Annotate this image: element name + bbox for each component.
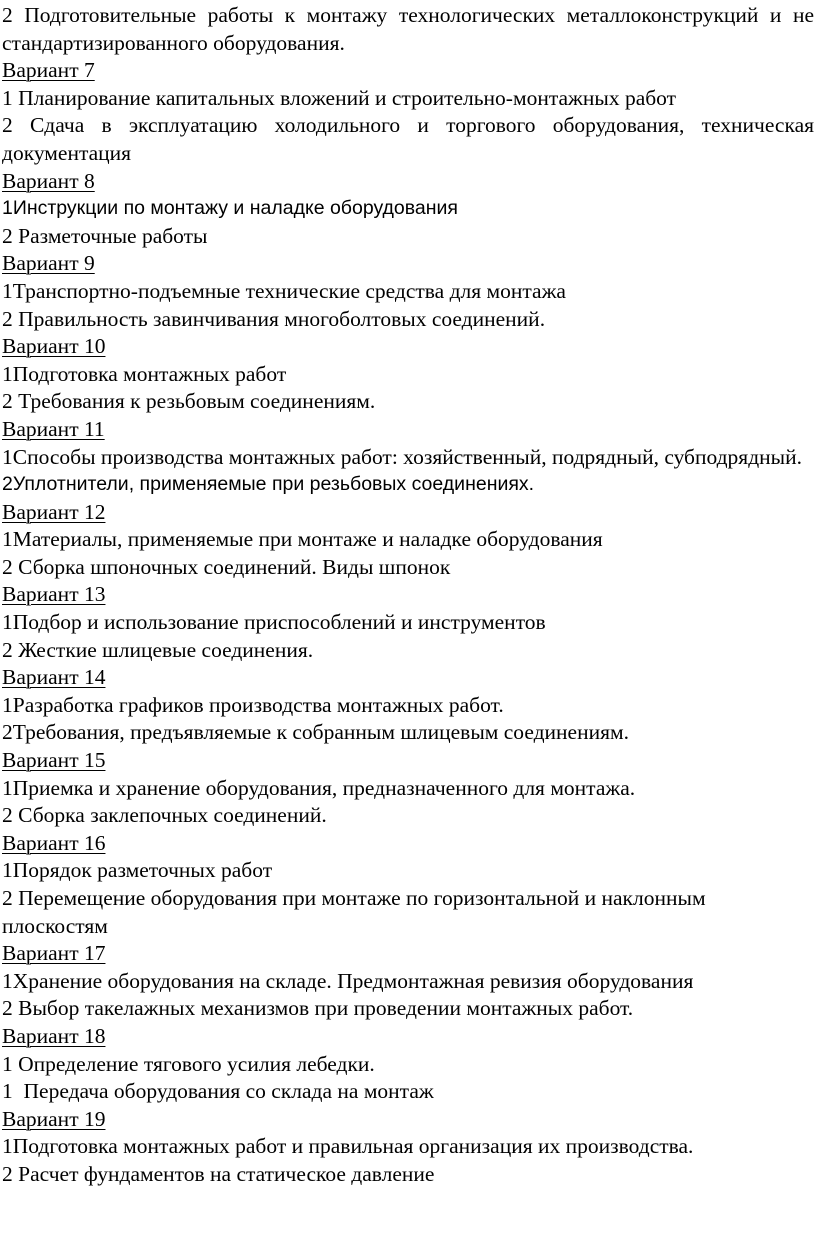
variant-7-item-1: 1 Планирование капитальных вложений и строительно-монтажных работ	[2, 85, 677, 110]
variant-17-section	[2, 940, 814, 1023]
variant-11-item-1: 1Способы производства монтажных работ: хозяйственный, подрядный, субподрядный.	[2, 444, 802, 469]
variant-13-item-2: 2 Жесткие шлицевые соединения.	[2, 637, 314, 662]
variant-17-item-1: 1Хранение оборудования на складе. Предмонтажная ревизия оборудования	[2, 968, 694, 993]
variant-17-item-2: 2 Выбор такелажных механизмов при проведении монтажных работ.	[2, 996, 634, 1021]
variant-13-heading: Вариант 13	[2, 582, 106, 607]
variant-10-section	[2, 333, 814, 416]
variant-14-item-2: 2Требования, предъявляемые к собранным шлицевым соединениям.	[2, 720, 629, 745]
variant-8-heading: Вариант 8	[2, 168, 95, 193]
variant-12-section	[2, 499, 814, 582]
variant-8-section	[2, 168, 814, 251]
variant-7-item-2: 2 Сдача в эксплуатацию холодильного и торгового оборудования, техническая документация	[2, 113, 814, 165]
variant-18-item-1: 1 Определение тягового усилия лебедки.	[2, 1051, 375, 1076]
variant-18-section	[2, 1023, 814, 1106]
intro-paragraph: 2 Подготовительные работы к монтажу технологических металлоконструкций и не стандартизированного оборудования.	[2, 3, 814, 55]
variant-15-heading: Вариант 15	[2, 748, 106, 773]
variant-11-item-2: 2Уплотнители, применяемые при резьбовых соединениях.	[2, 473, 535, 496]
variant-9-heading: Вариант 9	[2, 251, 95, 276]
variant-9-item-2: 2 Правильность завинчивания многоболтовых соединений.	[2, 306, 546, 331]
variant-17-heading: Вариант 17	[2, 941, 106, 966]
variant-8-item-2: 2 Разметочные работы	[2, 223, 208, 248]
variant-16-item-1: 1Порядок разметочных работ	[2, 858, 273, 883]
variant-7-section	[2, 57, 814, 167]
variant-14-item-1: 1Разработка графиков производства монтажных работ.	[2, 692, 504, 717]
variant-19-item-2: 2 Расчет фундаментов на статическое давление	[2, 1161, 435, 1186]
variant-14-heading: Вариант 14	[2, 665, 106, 690]
variant-18-heading: Вариант 18	[2, 1023, 106, 1048]
variant-16-item-2: 2 Перемещение оборудования при монтаже по горизонтальной и наклонным плоскостям	[2, 886, 706, 938]
variant-18-item-2: 1 Передача оборудования со склада на монтаж	[2, 1079, 434, 1104]
variant-10-item-2: 2 Требования к резьбовым соединениям.	[2, 389, 376, 414]
variant-19-section	[2, 1106, 814, 1189]
variant-10-item-1: 1Подготовка монтажных работ	[2, 361, 287, 386]
variant-9-item-1: 1Транспортно-подъемные технические средства для монтажа	[2, 278, 566, 303]
variant-15-item-2: 2 Сборка заклепочных соединений.	[2, 803, 327, 828]
variant-11-section	[2, 416, 814, 499]
variant-9-section	[2, 250, 814, 333]
variant-13-section	[2, 581, 814, 664]
variant-12-heading: Вариант 12	[2, 499, 106, 524]
variant-12-item-1: 1Материалы, применяемые при монтаже и наладке оборудования	[2, 527, 603, 552]
variant-16-heading: Вариант 16	[2, 830, 106, 855]
variant-14-section	[2, 664, 814, 747]
variant-12-item-2: 2 Сборка шпоночных соединений. Виды шпонок	[2, 554, 451, 579]
variant-11-heading: Вариант 11	[2, 416, 105, 441]
variant-16-section	[2, 830, 814, 940]
document-page	[2, 2, 814, 1189]
variant-15-section	[2, 747, 814, 830]
variant-8-item-1: 1Инструкции по монтажу и наладке оборудования	[2, 197, 458, 220]
variant-19-heading: Вариант 19	[2, 1106, 106, 1131]
variant-7-heading: Вариант 7	[2, 58, 95, 83]
variant-13-item-1: 1Подбор и использование приспособлений и инструментов	[2, 610, 546, 635]
variant-10-heading: Вариант 10	[2, 334, 106, 359]
variant-15-item-1: 1Приемка и хранение оборудования, предназначенного для монтажа.	[2, 775, 636, 800]
variant-19-item-1: 1Подготовка монтажных работ и правильная организация их производства.	[2, 1134, 694, 1159]
